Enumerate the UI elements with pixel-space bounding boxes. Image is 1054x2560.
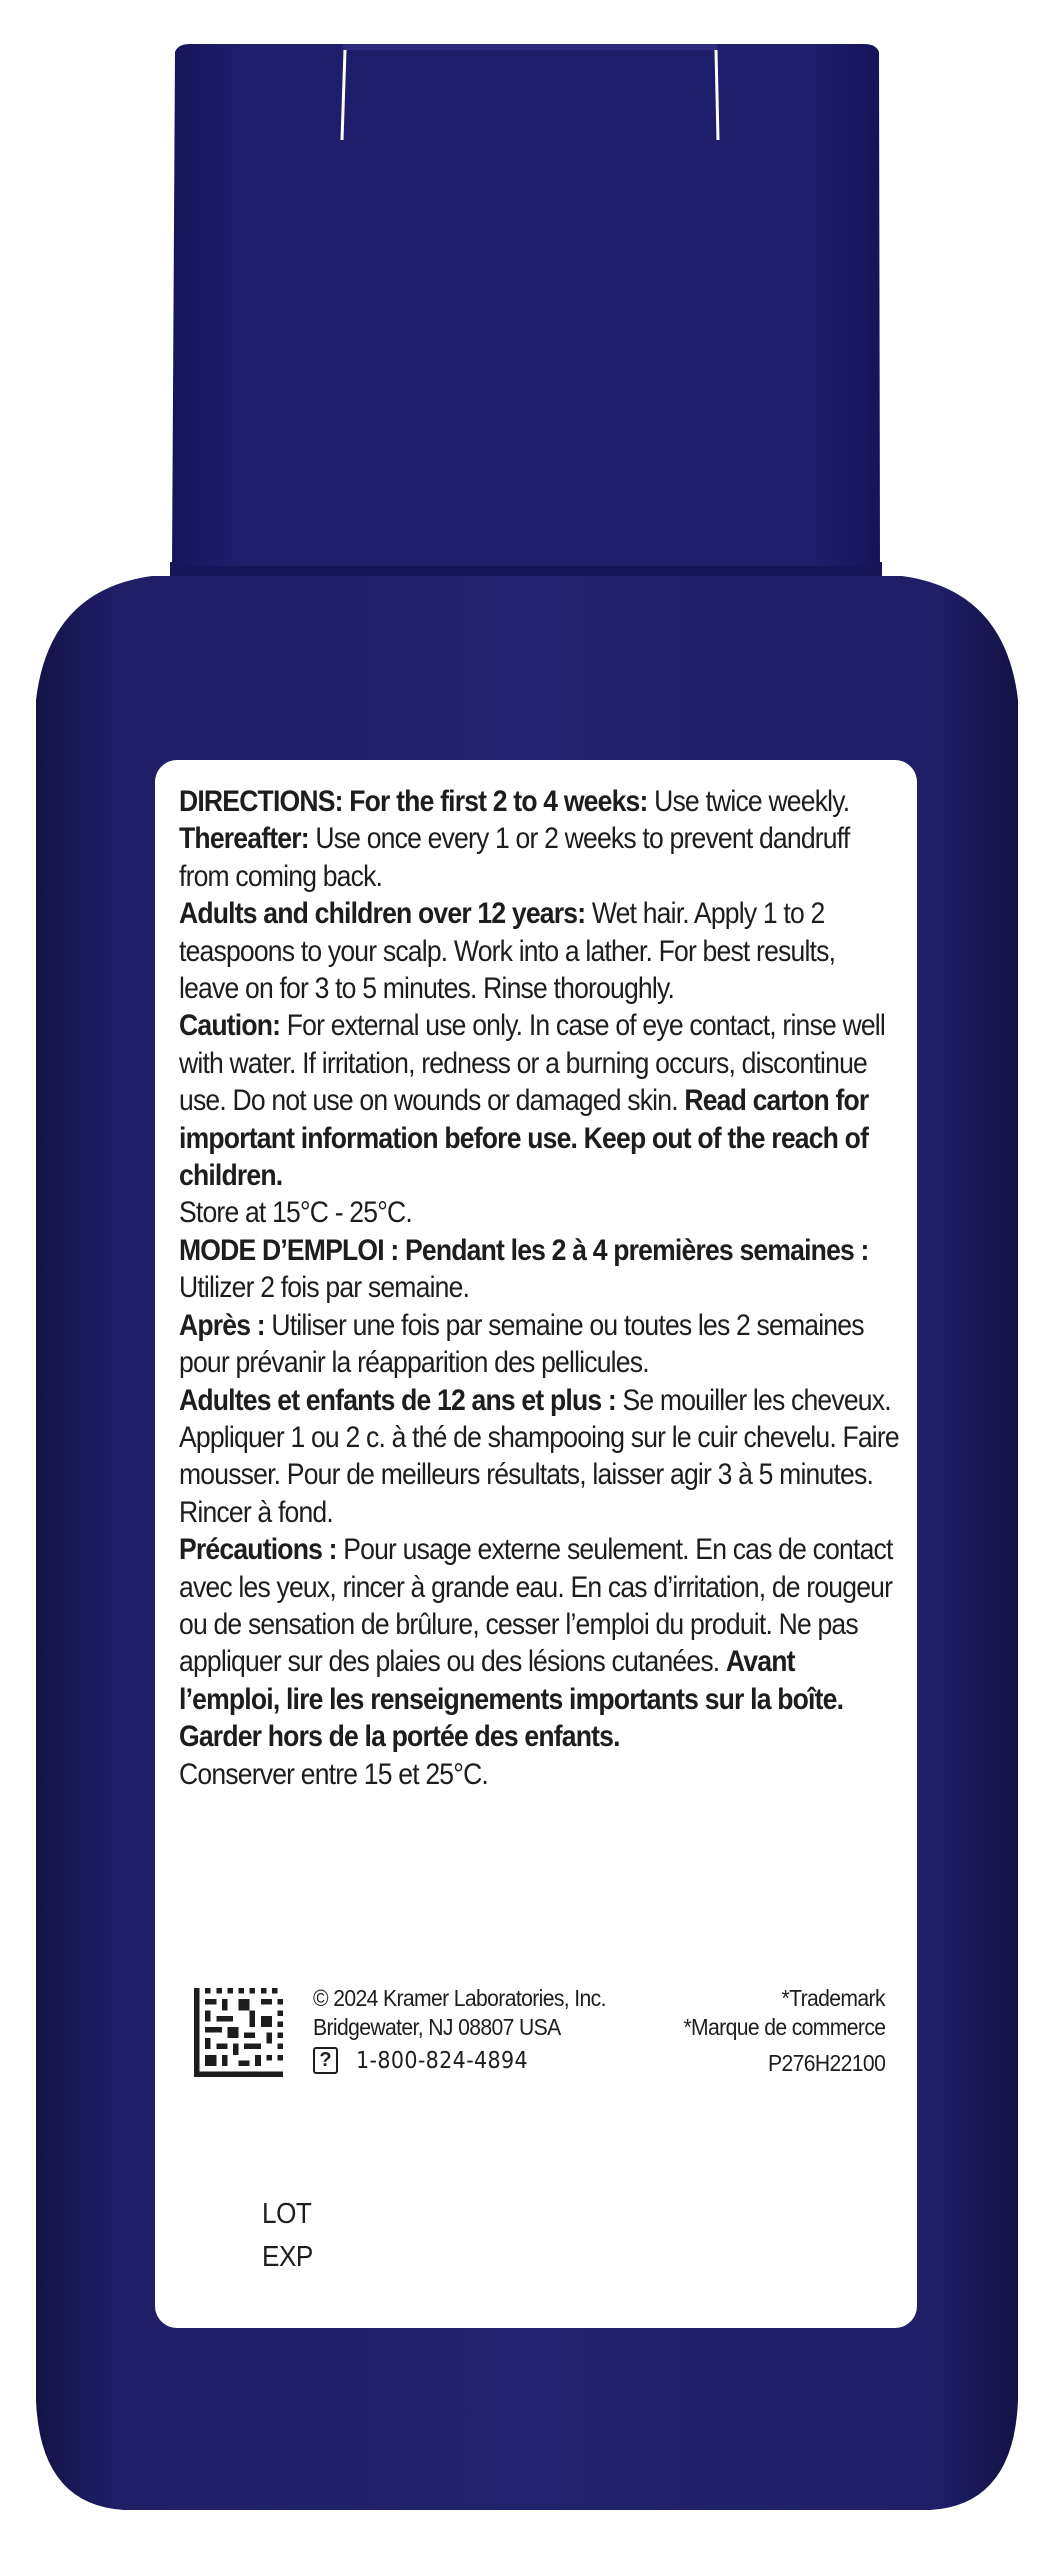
mode-paragraph xyxy=(179,1232,899,1307)
adults-paragraph xyxy=(179,895,899,1007)
thereafter-text: Use once every 1 or 2 weeks to prevent dandruff from coming back. xyxy=(179,822,850,893)
label-footer xyxy=(194,1983,894,2123)
address-text: Bridgewater, NJ 08807 USA xyxy=(313,2014,561,2040)
storage-en: Store at 15°C - 25°C. xyxy=(179,1196,412,1230)
phone-row xyxy=(313,2046,552,2074)
datamatrix-code xyxy=(194,1988,283,2077)
caution-heading: Caution: xyxy=(179,1009,281,1043)
directions-heading: DIRECTIONS: For the first 2 to 4 weeks: xyxy=(179,785,648,818)
exp-label: EXP xyxy=(262,2241,313,2273)
precautions-text: Pour usage externe seulement. En cas de contact avec les yeux, rincer à grande eau. En cas d’irritation, de rougeur ou de sensation de brûlure, cesser l’emploi du produit. Ne pas appliquer sur des plaies ou des lésions cutanées. xyxy=(179,1533,893,1679)
bottle-cap xyxy=(172,44,880,566)
help-icon: ? xyxy=(313,2047,338,2074)
cap-notch-top xyxy=(343,44,717,50)
apres-text: Utiliser une fois par semaine ou toutes les 2 semaines pour prévanir la réapparition des pellicules. xyxy=(179,1308,864,1380)
adults-text: Wet hair. Apply 1 to 2 teaspoons to your scalp. Work into a lather. For best results, leave on for 3 to 5 minutes. Rinse thoroughly. xyxy=(179,897,836,1006)
product-code: P276H22100 xyxy=(767,2050,885,2076)
precautions-heading: Précautions : xyxy=(179,1533,337,1567)
lot-label: LOT xyxy=(262,2198,312,2230)
mode-heading: MODE D’EMPLOI : Pendant les 2 à 4 premières semaines : xyxy=(179,1233,869,1267)
thereafter-paragraph xyxy=(179,820,899,895)
precautions-paragraph xyxy=(179,1531,899,1755)
label-copy xyxy=(179,783,899,1793)
cap-notch-right xyxy=(716,50,718,140)
trademark-text: *Trademark xyxy=(781,1985,885,2011)
caution-paragraph xyxy=(179,1007,899,1194)
apres-heading: Après : xyxy=(179,1308,265,1342)
mode-text: Utilizer 2 fois par semaine. xyxy=(179,1271,470,1305)
directions-text: Use twice weekly. xyxy=(654,785,850,818)
caution-text: For external use only. In case of eye contact, rinse well with water. If irritation, redness or a burning occurs, discontinue use. Do not use on wounds or damaged skin. xyxy=(179,1009,885,1118)
precautions-bold: Avant l’emploi, lire les renseignements importants sur la boîte. Garder hors de la portée des enfants. xyxy=(179,1645,844,1754)
thereafter-heading: Thereafter: xyxy=(179,822,309,856)
trademark-fr-text: *Marque de commerce xyxy=(683,2014,885,2040)
product-label xyxy=(155,760,917,2328)
phone-number: 1-800-824-4894 xyxy=(356,2046,529,2074)
adultes-heading: Adultes et enfants de 12 ans et plus : xyxy=(179,1383,616,1417)
adults-heading: Adults and children over 12 years: xyxy=(179,897,586,931)
adultes-paragraph xyxy=(179,1382,899,1532)
adultes-text: Se mouiller les cheveux. Appliquer 1 ou 2 c. à thé de shampooing sur le cuir chevelu. Faire mousser. Pour de meilleurs résultats, laisser agir 3 à 5 minutes. Rincer à fond. xyxy=(179,1383,899,1529)
apres-paragraph xyxy=(179,1307,899,1382)
caution-bold: Read carton for important information before use. Keep out of the reach of children. xyxy=(179,1084,869,1193)
copyright-text: © 2024 Kramer Laboratories, Inc. xyxy=(313,1985,606,2011)
directions-paragraph xyxy=(179,783,899,820)
storage-fr: Conserver entre 15 et 25°C. xyxy=(179,1757,488,1791)
